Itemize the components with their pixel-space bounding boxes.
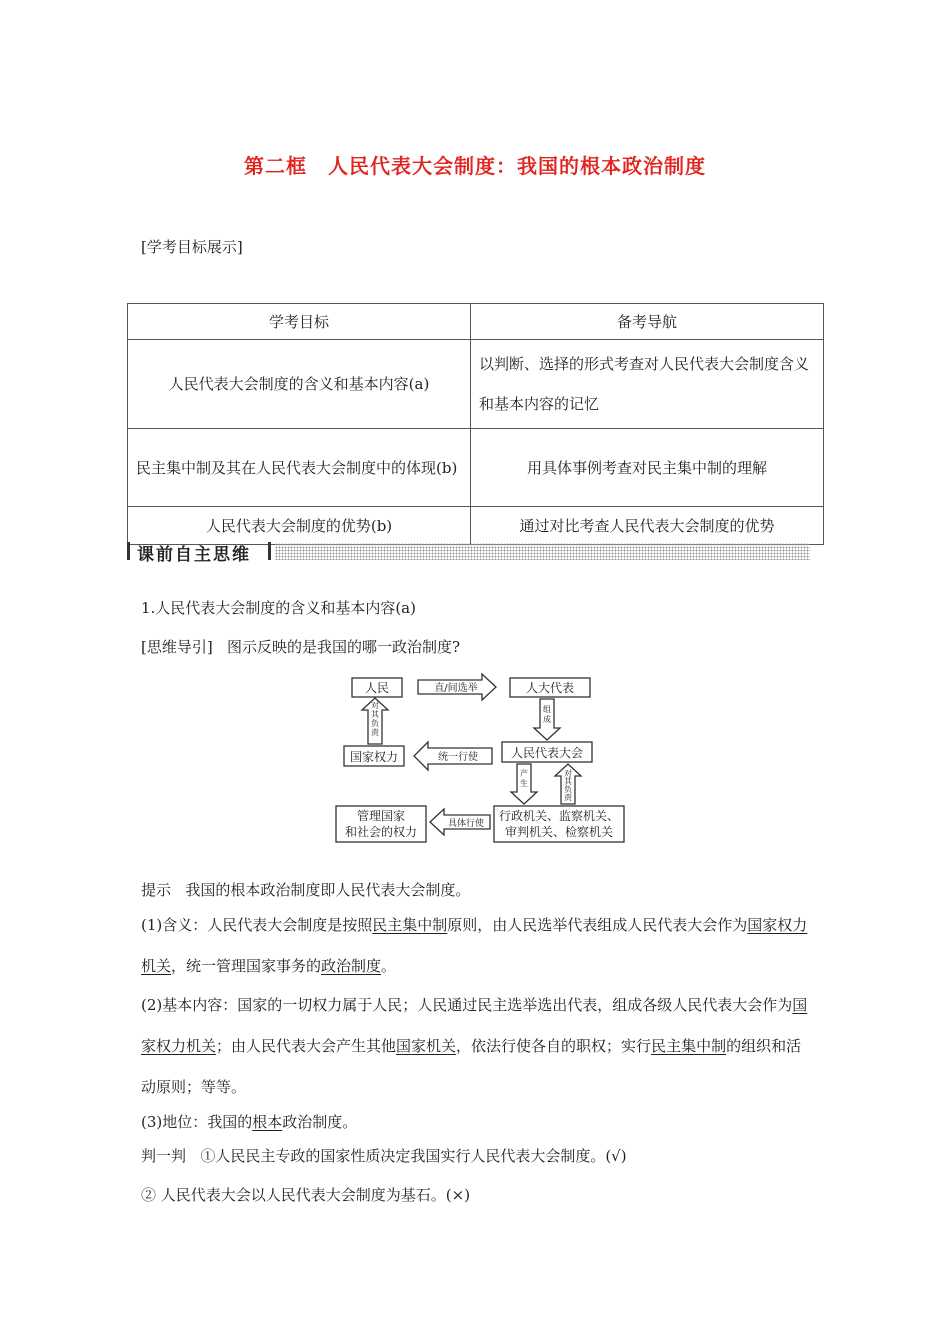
- underline-term: 政治制度: [321, 957, 382, 975]
- table-cell: 人民代表大会制度的含义和基本内容(a): [128, 340, 471, 429]
- page-title: 第二框 人民代表大会制度：我国的根本政治制度: [244, 154, 706, 178]
- paragraph-content: (2)基本内容：国家的一切权力属于人民；人民通过民主选举选出代表，组成各级人民代表大会作为国家权力机关；由人民代表大会产生其他国家机关，依法行使各自的职权；实行民主集中制的组织和活动原则；等等。: [141, 996, 808, 1096]
- table-cell: 以判断、选择的形式考查对人民代表大会制度含义和基本内容的记忆: [471, 340, 824, 429]
- goals-table: [127, 303, 824, 545]
- section-label: [学考目标展示]: [141, 238, 243, 256]
- table-row: [128, 340, 824, 429]
- table-cell: 人民代表大会制度的优势(b): [128, 507, 471, 545]
- thinking-guide: [141, 636, 460, 657]
- label-produce: 产生: [520, 769, 528, 788]
- table-cell: 民主集中制及其在人民代表大会制度中的体现(b): [128, 429, 471, 507]
- label-responsible-1: 对其负责: [371, 701, 379, 737]
- label-compose: 组成: [543, 705, 551, 724]
- underline-term: 国家机关: [396, 1037, 457, 1055]
- table-row: [128, 507, 824, 545]
- judge-item-1: 判一判 ①人民民主专政的国家性质决定我国实行人民代表大会制度。(√): [141, 1147, 627, 1165]
- question-title: 1.人民代表大会制度的含义和基本内容(a): [141, 599, 416, 617]
- hint-text: 我国的根本政治制度即人民代表大会制度。: [185, 881, 471, 899]
- label-specific: 具体行使: [447, 819, 485, 829]
- hint-label: 提示: [141, 881, 172, 899]
- label-manage-2: 和社会的权力: [344, 825, 418, 839]
- label-manage-1: 管理国家: [356, 809, 406, 823]
- underline-term: 民主集中制: [651, 1037, 727, 1055]
- label-election: 直/间选举: [434, 683, 478, 694]
- header-cell: 备考导航: [471, 304, 824, 340]
- label-people: 人民: [364, 681, 390, 695]
- label-exercise: 统一行使: [438, 752, 478, 763]
- header-cell: 学考目标: [128, 304, 471, 340]
- npc-diagram: [330, 672, 630, 847]
- paragraph-meaning: (1)含义：人民代表大会制度是按照民主集中制原则，由人民选举代表组成人民代表大会作为国家权力机关，统一管理国家事务的政治制度。: [141, 916, 808, 975]
- paragraph-status: (3)地位：我国的根本政治制度。: [141, 1113, 358, 1131]
- banner-title: 课前自主思维: [137, 545, 251, 565]
- table-cell: 用具体事例考查对民主集中制的理解: [471, 429, 824, 507]
- guide-label: [思维导引]: [141, 638, 213, 656]
- label-npc: 人民代表大会: [510, 746, 584, 760]
- judge-item-2: ② 人民代表大会以人民代表大会制度为基石。(×): [141, 1186, 471, 1204]
- hint: [141, 879, 470, 900]
- section-banner: [127, 540, 810, 565]
- guide-text: 图示反映的是我国的哪一政治制度?: [227, 638, 461, 656]
- underline-term: 民主集中制: [372, 916, 448, 934]
- label-deputies: 人大代表: [525, 681, 575, 695]
- label-state-power: 国家权力: [349, 750, 399, 764]
- table-row: [128, 429, 824, 507]
- label-responsible-2: 对其负责: [564, 769, 572, 802]
- underline-term: 国家权力机关: [141, 996, 808, 1055]
- judge-label: 判一判: [141, 1147, 187, 1165]
- table-cell: 通过对比考查人民代表大会制度的优势: [471, 507, 824, 545]
- table-header-row: [128, 304, 824, 340]
- banner-dots: [275, 543, 810, 560]
- underline-term: 根本: [252, 1113, 283, 1131]
- underline-term: 国家权力机关: [141, 916, 808, 975]
- label-organs-1: 行政机关、监察机关、: [498, 809, 620, 823]
- label-organs-2: 审判机关、检察机关: [504, 825, 614, 839]
